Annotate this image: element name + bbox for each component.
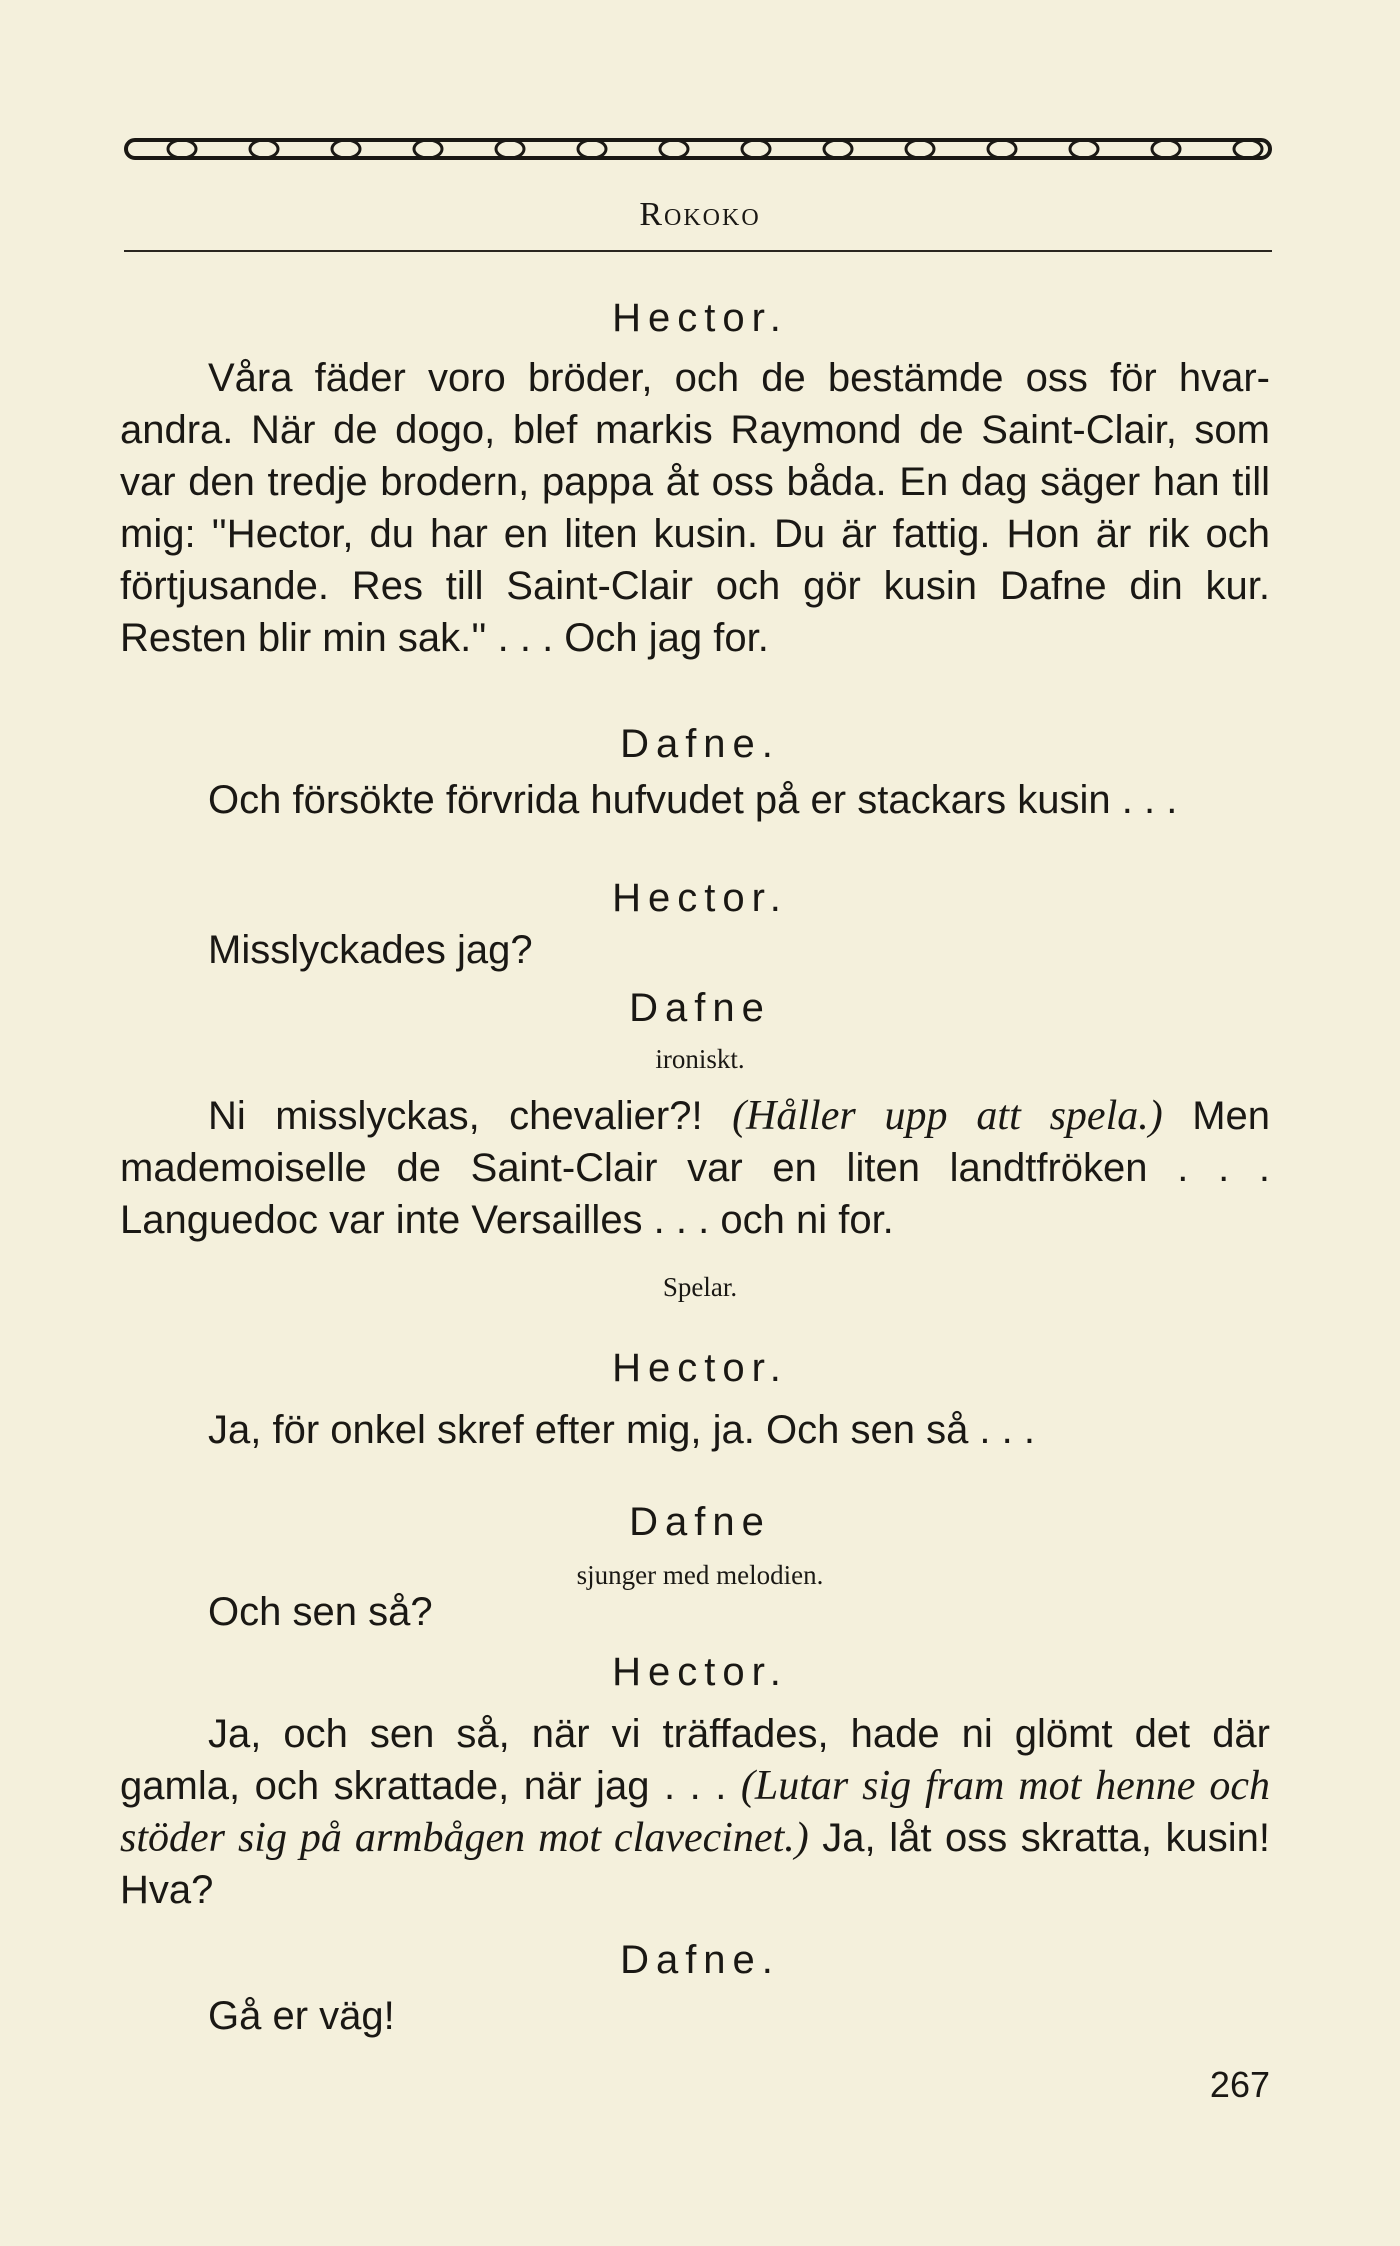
- dialogue-line: Och sen så?: [208, 1590, 433, 1634]
- speaker-name: Hector.: [612, 1346, 788, 1390]
- dialogue-text: Ja, låt oss skratta, kusin! Hva?: [120, 1816, 1270, 1912]
- running-head: Rokoko: [639, 196, 761, 233]
- dialogue-paragraph: Våra fäder voro bröder, och de bestämde oss för hvar-andra. När de dogo, blef markis Raymond de Saint-Clair, som var den tredje brodern, pappa åt oss båda. En dag säger han till mig: ''Hector, du har en liten kusin. Du är fattig. Hon är rik och förtjusande. Res till Saint-Clair och gör kusin Dafne din kur. Resten blir min sak.'' . . . Och jag for.: [120, 356, 1270, 660]
- dialogue-line: Gå er väg!: [208, 1994, 395, 2038]
- stage-direction-inline: (Håller upp att spela.): [732, 1093, 1163, 1139]
- dialogue-text: Men mademoiselle de Saint-Clair var en liten landtfröken . . . Languedoc var inte Versailles . . . och ni for.: [120, 1094, 1271, 1242]
- stage-direction-inline: (Lutar sig fram mot henne och stöder sig på armbågen mot clavecinet.): [120, 1763, 1270, 1861]
- stage-direction: sjunger med melodien.: [576, 1560, 824, 1590]
- dialogue-text: Ja, och sen så, när vi träffades, hade ni glömt det där gamla, och skrattade, när jag . . .: [120, 1712, 1270, 1808]
- speaker-name: Hector.: [612, 296, 788, 340]
- speaker-name: Dafne.: [620, 1938, 780, 1982]
- speaker-name: Dafne: [629, 1500, 771, 1544]
- speaker-name: Dafne: [629, 986, 771, 1030]
- speaker-name: Hector.: [612, 876, 788, 920]
- dialogue-line: Ja, för onkel skref efter mig, ja. Och sen så . . .: [208, 1408, 1035, 1452]
- dialogue-line: Och försökte förvrida hufvudet på er stackars kusin . . .: [208, 778, 1178, 822]
- speaker-name: Dafne.: [620, 722, 780, 766]
- dialogue-line: Misslyckades jag?: [208, 928, 533, 972]
- header-rule: [124, 250, 1272, 252]
- speaker-name: Hector.: [612, 1650, 788, 1694]
- dialogue-text: Ni misslyckas, chevalier?!: [208, 1094, 703, 1138]
- chain-ornament-border: [124, 136, 1272, 162]
- dialogue-paragraph: [120, 1090, 1270, 1246]
- stage-direction: ironiskt.: [655, 1044, 745, 1074]
- stage-direction: Spelar.: [662, 1272, 738, 1302]
- page-number: 267: [1209, 2064, 1270, 2105]
- dialogue-paragraph: [120, 1708, 1270, 1916]
